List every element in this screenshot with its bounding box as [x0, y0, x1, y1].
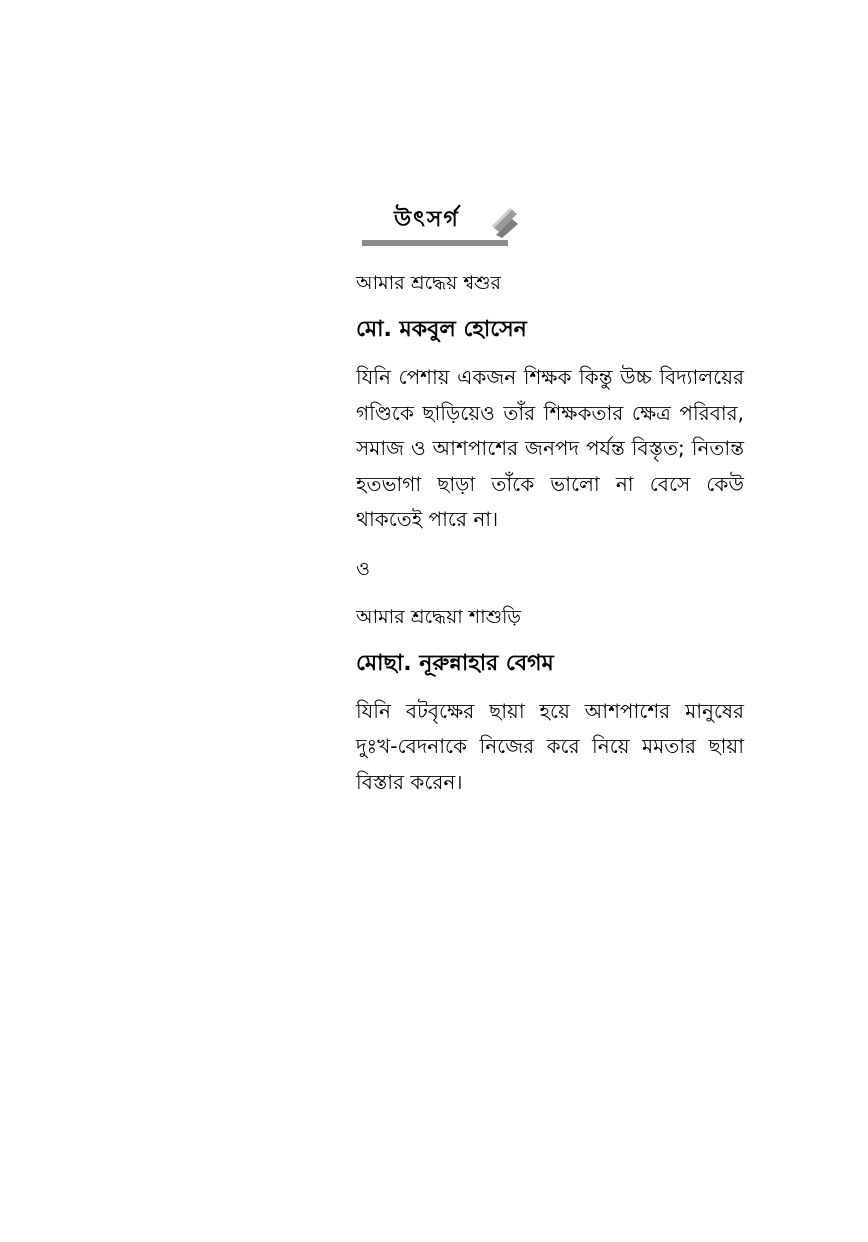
father-in-law-name: মো. মকবুল হোসেন [356, 317, 527, 342]
mother-in-law-relation: আমার শ্রদ্ধেয়া শাশুড়ি [356, 605, 521, 628]
conjunction: ও [356, 557, 370, 580]
father-in-law-description: যিনি পেশায় একজন শিক্ষক কিন্তু উচ্চ বিদ্যালয়ের গণ্ডিকে ছাড়িয়েও তাঁর শিক্ষকতার ক্ষেত্র পরিবার, সমাজ ও আশপাশের জনপদ পর্যন্ত বিস্তৃত; নিতান্ত হতভাগা ছাড়া তাঁকে ভালো না বেসে কেউ থাকতেই পারে না। [356, 365, 744, 531]
dedication-heading [362, 198, 522, 254]
mother-in-law-description: যিনি বটবৃক্ষের ছায়া হয়ে আশপাশের মানুষের দুঃখ-বেদনাকে নিজের করে নিয়ে মমতার ছায়া বিস্তার করেন। [356, 698, 744, 794]
double-slash-ornament-icon [490, 204, 520, 238]
heading-title: উৎসর্গ [394, 207, 460, 232]
heading-underline [362, 240, 508, 246]
mother-in-law-name: মোছা. নূরুন্নাহার বেগম [356, 650, 554, 676]
dedication-content [356, 268, 744, 816]
father-in-law-relation: আমার শ্রদ্ধেয় শ্বশুর [356, 272, 501, 294]
